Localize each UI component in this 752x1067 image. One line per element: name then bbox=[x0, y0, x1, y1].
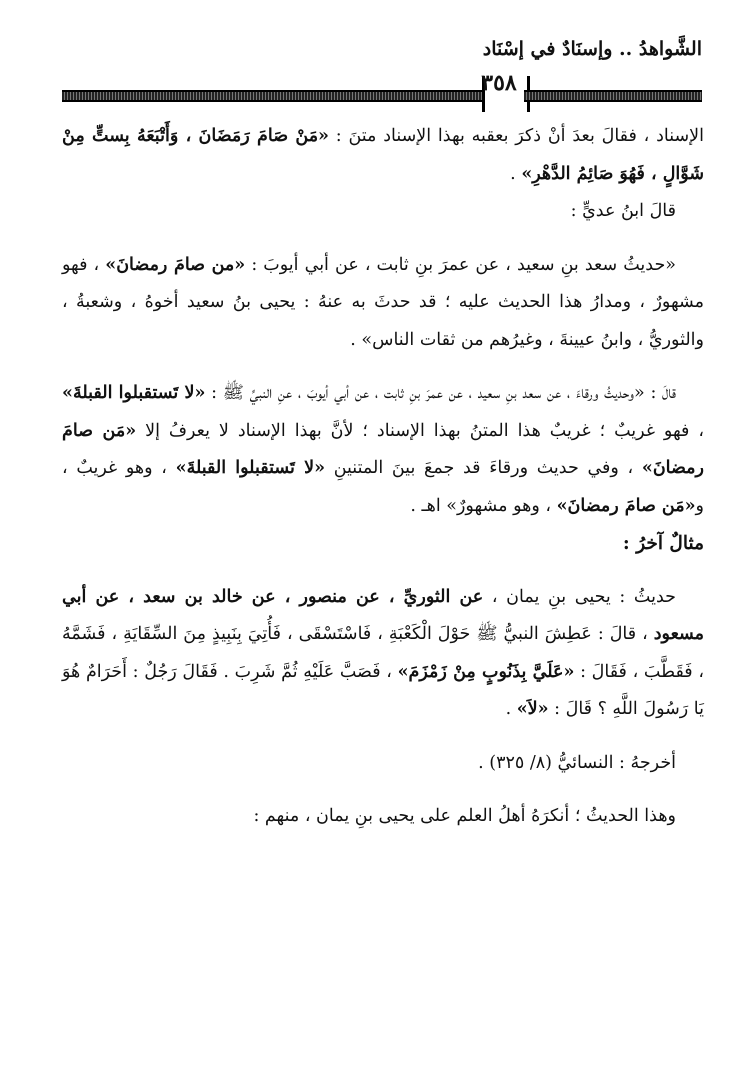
paragraph-text: ، فهو غريبٌ ؛ غريبٌ هذا المتنُ بهذا الإسناد ؛ لأنَّ بهذا الإسناد لا يعرفُ إلا bbox=[136, 420, 704, 441]
hadith-quote: «من صامَ رمضانَ» bbox=[105, 254, 246, 275]
hadith-quote: «لا تَستقبلوا القبلةَ» bbox=[62, 383, 206, 403]
paragraph-4 bbox=[62, 375, 704, 525]
running-header bbox=[62, 38, 702, 100]
paragraph-1 bbox=[62, 118, 704, 193]
paragraph-5 bbox=[62, 579, 704, 729]
header-rule-right bbox=[524, 90, 702, 102]
paragraph-2: قالَ ابنُ عديٍّ : bbox=[570, 201, 676, 221]
paragraph-7: وهذا الحديثُ ؛ أنكرَهُ أهلُ العلم على يحيى بنِ يمان ، منهم : bbox=[253, 806, 676, 826]
paragraph-text: ، فهو مشهورٌ ، ومدارُ هذا الحديث عليه ؛ قد حدثَ به عنهُ : يحيى بنُ سعيد أخوهُ ، وشعبةُ ، والثوريُّ ، وابنُ عيينةَ ، وغيرُهم من ثقات الناس» . bbox=[62, 254, 704, 350]
hadith-quote: «لا تَستقبلوا القبلةَ» bbox=[175, 458, 326, 478]
paragraph-text: ، وفي حديث ورقاءَ قد جمعَ بينَ المتنينِ bbox=[325, 458, 642, 478]
header-title: الشَّواهدُ .. وإسنَادٌ في إسْنَاد bbox=[482, 38, 702, 60]
paragraph-text: حديثُ : يحيى بنِ يمان ، bbox=[483, 586, 676, 607]
paragraph-text: الإسناد ، فقالَ بعدَ أنْ ذكرَ بعقبه بهذا الإسناد متنَ : bbox=[329, 126, 704, 146]
page-number: ٣٥٨ bbox=[481, 70, 517, 96]
paragraph-3 bbox=[62, 247, 704, 360]
paragraph-text: ، وهو مشهورٌ» اهـ . bbox=[410, 495, 557, 516]
page-body bbox=[62, 118, 704, 836]
paragraph-text: قالَ : «وحديثُ ورقاءَ ، عن سعد بنِ سعيد ، عن عمرَ بنِ ثابت ، عن أبي أيوبَ ، عنِ النبيِّ ﷺ : bbox=[205, 383, 676, 403]
paragraph-text: «حديثُ سعد بنِ سعيد ، عن عمرَ بنِ ثابت ، عن أبي أيوبَ : bbox=[245, 254, 676, 275]
paragraph-text: ، وهو غريبٌ ، و bbox=[62, 458, 704, 516]
hadith-quote: «مَنْ صَامَ رَمَضَانَ ، وَأَتْبَعَهُ بِستٍّ مِنْ شَوَّالٍ ، فَهُوَ صَائِمُ الدَّهْرِ» bbox=[62, 126, 704, 184]
hadith-quote: «مَن صامَ رمضانَ» bbox=[62, 420, 704, 478]
paragraph-text: . bbox=[505, 699, 517, 719]
section-heading: مثالٌ آخرُ : bbox=[622, 533, 704, 554]
paragraph-text: ، قالَ : عَطِشَ النبيُّ ﷺ حَوْلَ الْكَعْبَةِ ، فَاسْتَسْقَى ، فَأُتِيَ بِنَبِيذٍ مِنَ السِّقَايَةِ ، فَشَمَّهُ ، فَقَطَّبَ ، فَقَالَ : bbox=[62, 624, 704, 682]
paragraph-text: ، فَصَبَّ عَلَيْهِ ثُمَّ شَرِبَ . فَقَالَ رَجُلٌ : أَحَرَامٌ هُوَ يَا رَسُولَ اللَّهِ ؟ قَالَ : bbox=[62, 661, 704, 719]
isnad-chain: عن الثوريِّ ، عن منصور ، عن خالد بن سعد ، عن أبي مسعود bbox=[62, 586, 704, 644]
hadith-quote: «مَن صامَ رمضانَ» bbox=[556, 495, 696, 516]
paragraph-6: أخرجهُ : النسائيُّ (٨/ ٣٢٥) . bbox=[478, 752, 676, 773]
hadith-quote: «لاَ» bbox=[516, 699, 549, 719]
header-rule-left bbox=[62, 90, 482, 102]
hadith-quote: «عَلَيَّ بِذَنُوبٍ مِنْ زَمْزَمَ» bbox=[397, 661, 575, 682]
paragraph-text: . bbox=[510, 163, 522, 184]
